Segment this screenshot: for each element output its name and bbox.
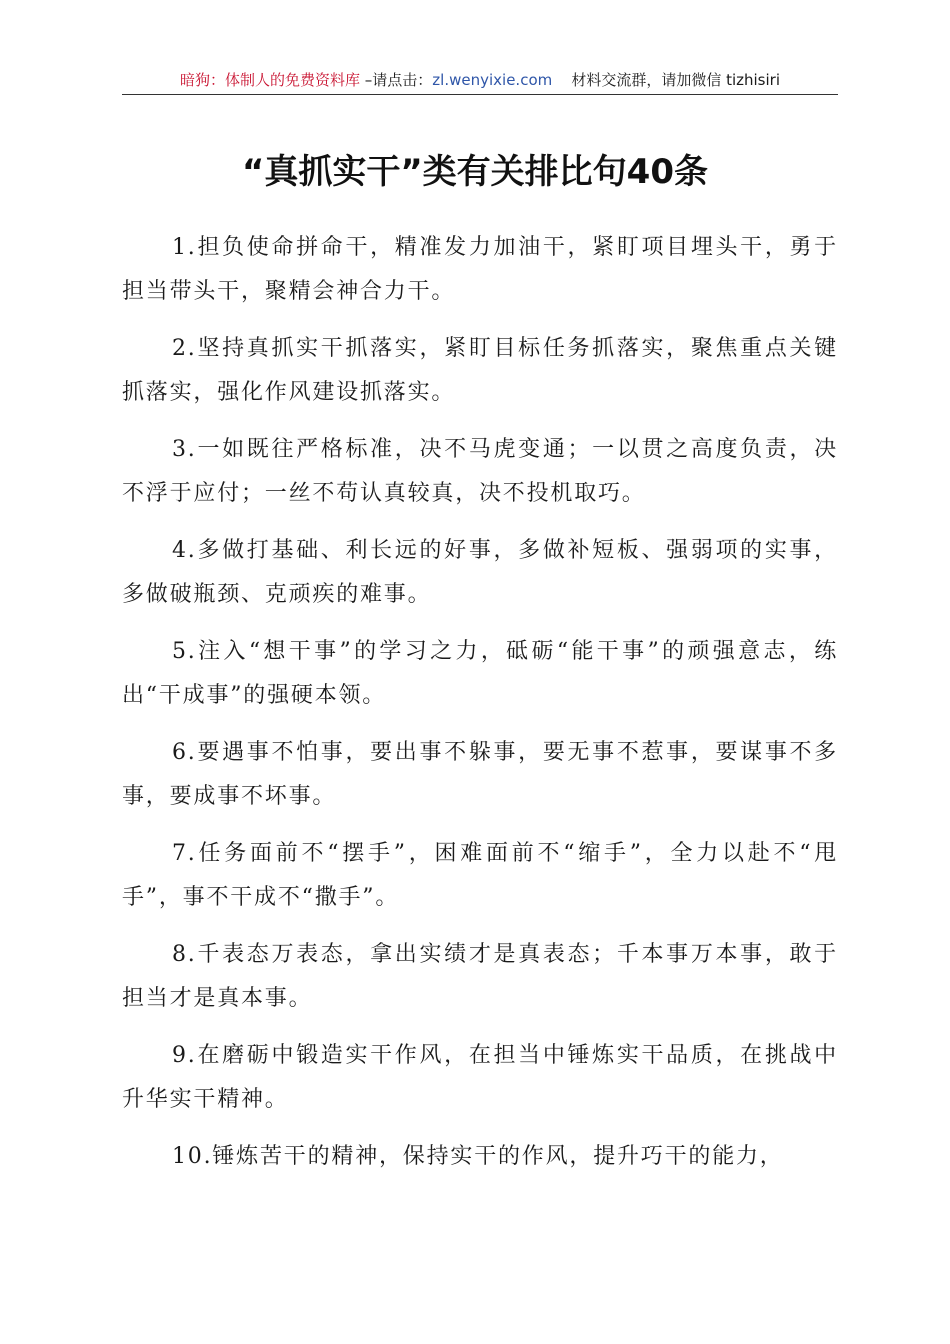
paragraph-3: 3.一如既往严格标准，决不马虎变通；一以贯之高度负责，决不浮于应付；一丝不苟认真较真，决不投机取巧。 — [122, 437, 838, 506]
document-body — [122, 226, 838, 1192]
paragraph-1: 1.担负使命拼命干，精准发力加油干，紧盯项目埋头干，勇于担当带头干，聚精会神合力干。 — [122, 235, 838, 304]
paragraph-8: 8.千表态万表态，拿出实绩才是真表态；千本事万本事，敢于担当才是真本事。 — [122, 942, 838, 1011]
header-url-link[interactable]: zl.wenyixie.com — [432, 71, 553, 89]
document-title: “真抓实干”类有关排比句40条 — [241, 152, 708, 192]
header-group-note: 材料交流群，请加微信 tizhisiri — [571, 71, 780, 89]
header-site-name: 暗狗：体制人的免费资料库 — [180, 71, 361, 89]
paragraph-2: 2.坚持真抓实干抓落实，紧盯目标任务抓落实，聚焦重点关键抓落实，强化作风建设抓落实。 — [122, 336, 838, 405]
page-header — [122, 70, 838, 95]
paragraph-10: 10.锤炼苦干的精神，保持实干的作风，提升巧干的能力， — [172, 1144, 784, 1169]
paragraph-4: 4.多做打基础、利长远的好事，多做补短板、强弱项的实事，多做破瓶颈、克顽疾的难事。 — [122, 538, 838, 607]
paragraph-9: 9.在磨砺中锻造实干作风，在担当中锤炼实干品质，在挑战中升华实干精神。 — [122, 1043, 838, 1112]
paragraph-7: 7.任务面前不“摆手”，困难面前不“缩手”，全力以赴不“甩手”，事不干成不“撒手”。 — [122, 841, 838, 910]
paragraph-6: 6.要遇事不怕事，要出事不躲事，要无事不惹事，要谋事不多事，要成事不坏事。 — [122, 740, 838, 809]
header-separator: –请点击： — [360, 71, 433, 89]
paragraph-5: 5.注入“想干事”的学习之力，砥砺“能干事”的顽强意志，练出“干成事”的强硬本领。 — [122, 639, 838, 708]
